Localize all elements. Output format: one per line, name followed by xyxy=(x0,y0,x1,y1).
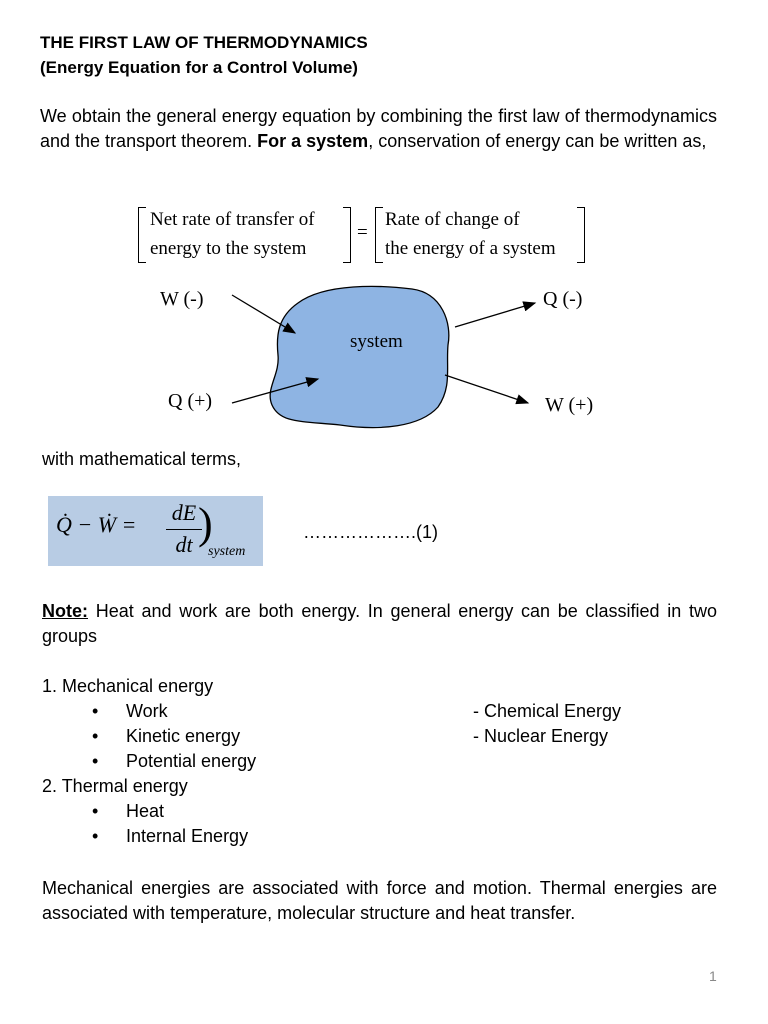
equation-lhs: Q̇ − Ẇ = xyxy=(56,512,137,537)
word-equation-left xyxy=(150,205,350,263)
equation-denominator: dt xyxy=(175,532,193,557)
word-equation-right xyxy=(385,205,595,263)
thermal-item-internal: Internal Energy xyxy=(126,826,249,846)
mechanical-item-kinetic: Kinetic energy xyxy=(126,726,241,746)
system-label: system xyxy=(350,331,403,352)
bullet-5: • xyxy=(92,826,99,846)
page-number: 1 xyxy=(709,968,717,984)
right-bracket-open xyxy=(375,207,383,263)
note-paragraph xyxy=(42,599,717,649)
intro-text-a: We obtain the general energy equation by combining the first law of thermodynamics and the transport theorem. xyxy=(40,106,717,151)
title-line-2: (Energy Equation for a Control Volume) xyxy=(40,58,358,77)
word-equation-equals: = xyxy=(357,222,368,243)
closing-paragraph: Mechanical energies are associated with force and motion. Thermal energies are associated with temperature, molecular structure and heat transfer. xyxy=(42,878,717,923)
mechanical-item-potential: Potential energy xyxy=(126,751,257,771)
page-title xyxy=(40,30,740,80)
equation-numerator: dE xyxy=(171,500,197,525)
intro-paragraph xyxy=(40,104,717,154)
w-out-label: W (+) xyxy=(545,394,594,416)
fraction-bar xyxy=(166,529,202,530)
word-equation-right-line1: Rate of change of xyxy=(385,209,520,230)
word-equation-left-line2: energy to the system xyxy=(150,238,307,259)
q-out-arrow xyxy=(455,303,535,327)
note-label: Note: xyxy=(42,601,88,621)
equation-subscript: system xyxy=(208,544,246,559)
intro-text-b: , conservation of energy can be written as, xyxy=(368,131,707,151)
equation-paren: ) xyxy=(198,499,213,548)
q-in-label: Q (+) xyxy=(168,390,213,412)
intro-bold: For a system xyxy=(257,131,369,151)
word-equation xyxy=(138,205,598,265)
thermal-heading: 2. Thermal energy xyxy=(42,776,188,796)
thermal-item-heat: Heat xyxy=(126,801,165,821)
w-in-label: W (-) xyxy=(160,288,204,310)
bullet-4: • xyxy=(92,801,99,821)
other-item-nuclear: - Nuclear Energy xyxy=(473,726,609,746)
other-item-chemical: - Chemical Energy xyxy=(473,701,622,721)
w-out-arrow xyxy=(445,375,528,403)
mechanical-item-work: Work xyxy=(126,701,168,721)
left-bracket-open xyxy=(138,207,146,263)
bullet-2: • xyxy=(92,726,99,746)
equation-box xyxy=(48,496,263,566)
system-blob xyxy=(270,286,449,427)
bullet-3: • xyxy=(92,751,99,771)
mechanical-heading: 1. Mechanical energy xyxy=(42,676,214,696)
right-bracket-close xyxy=(577,207,585,263)
note-text: Heat and work are both energy. In general energy can be classified in two groups xyxy=(42,601,717,646)
word-equation-right-line2: the energy of a system xyxy=(385,238,556,259)
q-out-label: Q (-) xyxy=(543,288,583,310)
equation-number: ……………….(1) xyxy=(303,522,438,542)
title-line-1: THE FIRST LAW OF THERMODYNAMICS xyxy=(40,33,368,52)
left-bracket-close xyxy=(343,207,351,263)
word-equation-left-line1: Net rate of transfer of xyxy=(150,209,315,230)
bullet-1: • xyxy=(92,701,99,721)
math-intro: with mathematical terms, xyxy=(42,449,242,469)
